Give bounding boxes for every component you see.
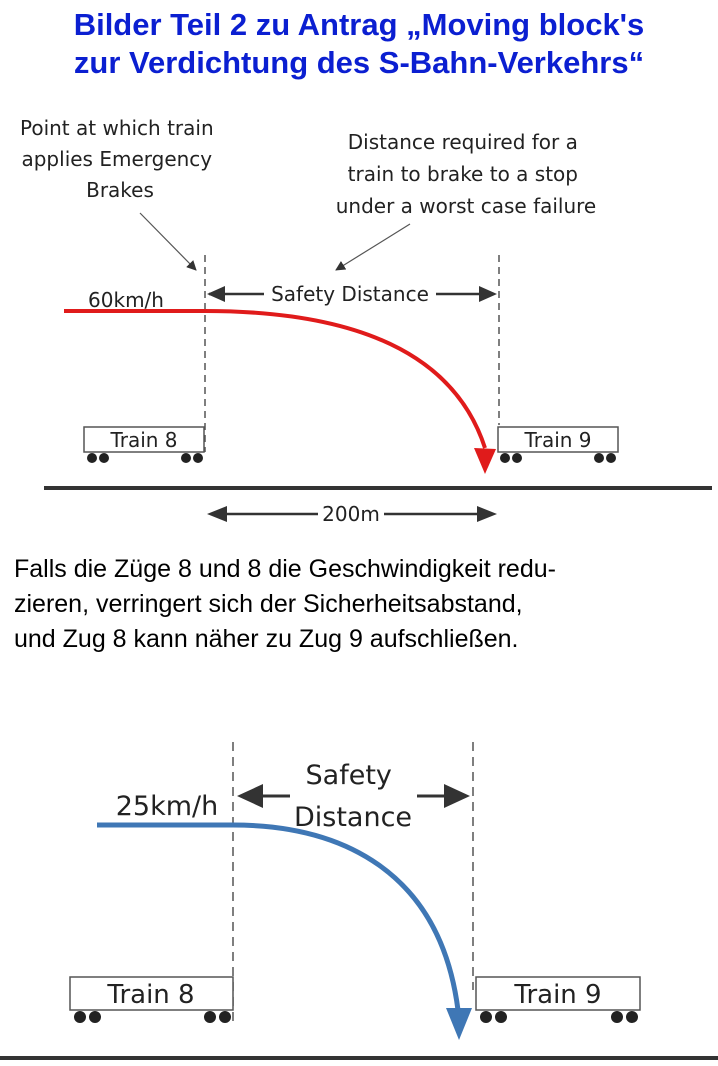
safety-arrowhead-left (207, 286, 225, 302)
annotation-right-line-2: train to brake to a stop (347, 162, 578, 186)
distance-arrowhead-left (207, 506, 227, 522)
annotation-left-line-1: Point at which train (19, 116, 214, 140)
diagram-2 (0, 742, 718, 1058)
wheel (204, 1011, 216, 1023)
distance-label: 200m (322, 502, 380, 526)
train-9-label: Train 9 (524, 428, 592, 452)
wheel (495, 1011, 507, 1023)
wheel (219, 1011, 231, 1023)
safety-arrowhead-left-2 (237, 784, 263, 808)
train-8-label: Train 8 (110, 428, 178, 452)
wheel (74, 1011, 86, 1023)
paragraph-line-3: und Zug 8 kann näher zu Zug 9 aufschließen. (14, 625, 519, 653)
annotation-right (336, 130, 597, 218)
wheel (89, 1011, 101, 1023)
train-9-lower (476, 977, 640, 1023)
wheel (181, 453, 191, 463)
wheel (606, 453, 616, 463)
speed-label-25: 25km/h (115, 791, 219, 822)
explanation-paragraph (14, 552, 714, 657)
wheel (611, 1011, 623, 1023)
annotation-right-line-3: under a worst case failure (335, 194, 597, 218)
train-9-label-2: Train 9 (514, 980, 602, 1010)
safety-distance-label: Safety Distance (271, 282, 429, 306)
title-line-1: Bilder Teil 2 zu Antrag „Moving block's (73, 7, 645, 42)
wheel (500, 453, 510, 463)
train-8-label-2: Train 8 (107, 980, 195, 1010)
pointer-right (336, 224, 410, 270)
annotation-right-line-1: Distance required for a (347, 130, 578, 154)
train-8-lower (70, 977, 233, 1023)
wheel (193, 453, 203, 463)
title-line-2: zur Verdichtung des S-Bahn-Verkehrs“ (73, 45, 645, 80)
paragraph-line-1: Falls die Züge 8 und 8 die Geschwindigkeit redu- (14, 555, 556, 583)
train-9-upper (498, 427, 618, 463)
wheel (594, 453, 604, 463)
annotation-left (20, 116, 220, 202)
wheel (480, 1011, 492, 1023)
wheel (512, 453, 522, 463)
wheel (87, 453, 97, 463)
safety-arrowhead-right-2 (444, 784, 470, 808)
diagram-1 (20, 116, 712, 526)
pointer-left (140, 213, 196, 270)
train-8-upper (84, 427, 204, 463)
braking-curve-red-arrowhead (474, 448, 496, 474)
safety-arrowhead-right (479, 286, 497, 302)
wheel (626, 1011, 638, 1023)
distance-arrowhead-right (477, 506, 497, 522)
annotation-left-line-3: Brakes (86, 178, 154, 202)
safety-label-line-1: Safety (305, 760, 392, 791)
speed-label-60: 60km/h (88, 288, 164, 312)
annotation-left-line-2: applies Emergency (21, 147, 213, 171)
safety-label-line-2: Distance (293, 802, 413, 833)
safety-distance-label-2 (294, 760, 412, 833)
paragraph-line-2: zieren, verringert sich der Sicherheitsabstand, (14, 590, 523, 618)
braking-curve-blue-arrowhead (446, 1008, 472, 1040)
wheel (99, 453, 109, 463)
